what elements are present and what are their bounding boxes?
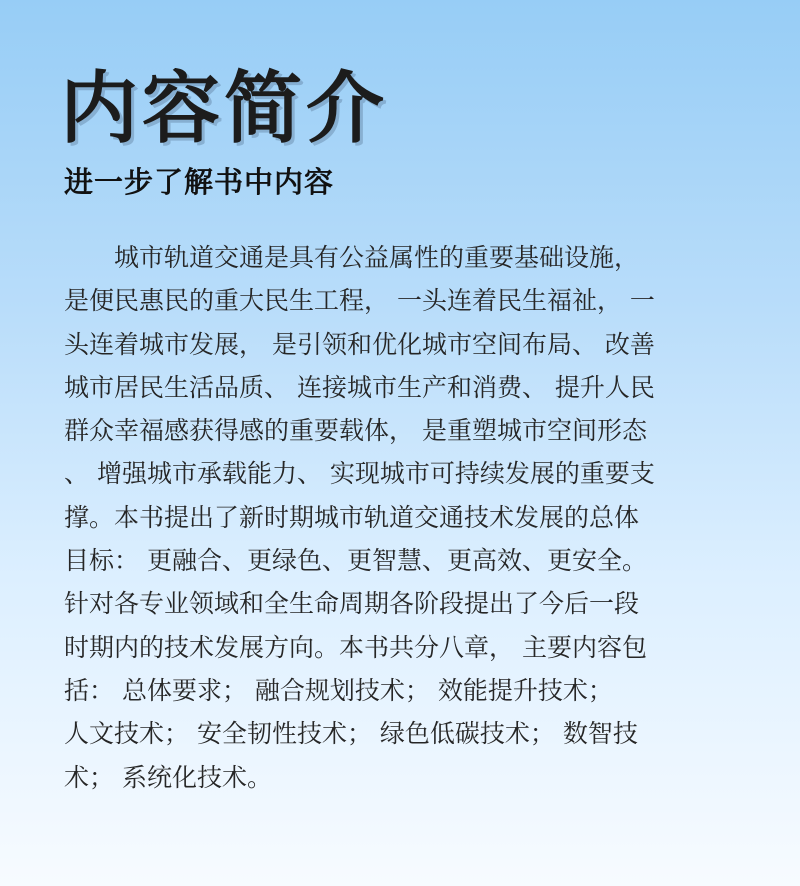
paragraph-line-4: 城市居民生活品质、 连接城市生产和消费、 提升人民 bbox=[64, 372, 655, 402]
paragraph-line-8: 目标： 更融合、更绿色、更智慧、更高效、更安全。 bbox=[64, 546, 647, 576]
paragraph-line-11: 括： 总体要求； 融合规划技术； 效能提升技术； bbox=[64, 675, 613, 705]
paragraph-line-13: 术； 系统化技术。 bbox=[64, 762, 272, 792]
paragraph-line-6: 、 增强城市承载能力、 实现城市可持续发展的重要支 bbox=[64, 459, 655, 489]
paragraph-line-5: 群众幸福感获得感的重要载体， 是重塑城市空间形态 bbox=[64, 416, 647, 446]
paragraph-line-9: 针对各专业领域和全生命周期各阶段提出了今后一段 bbox=[64, 589, 640, 619]
paragraph-line-3: 头连着城市发展， 是引领和优化城市空间布局、 改善 bbox=[64, 329, 655, 359]
page-title: 内容简介 bbox=[60, 64, 389, 154]
paragraph-line-10: 时期内的技术发展方向。本书共分八章， 主要内容包 bbox=[64, 632, 647, 662]
paragraph-line-2: 是便民惠民的重大民生工程， 一头连着民生福祉， 一 bbox=[64, 286, 655, 316]
intro-paragraph bbox=[64, 236, 744, 799]
paragraph-line-1: 城市轨道交通是具有公益属性的重要基础设施， bbox=[64, 243, 640, 272]
paragraph-line-7: 撑。本书提出了新时期城市轨道交通技术发展的总体 bbox=[64, 502, 640, 532]
page-subtitle: 进一步了解书中内容 bbox=[64, 165, 335, 199]
paragraph-line-12: 人文技术； 安全韧性技术； 绿色低碳技术； 数智技 bbox=[64, 719, 638, 749]
